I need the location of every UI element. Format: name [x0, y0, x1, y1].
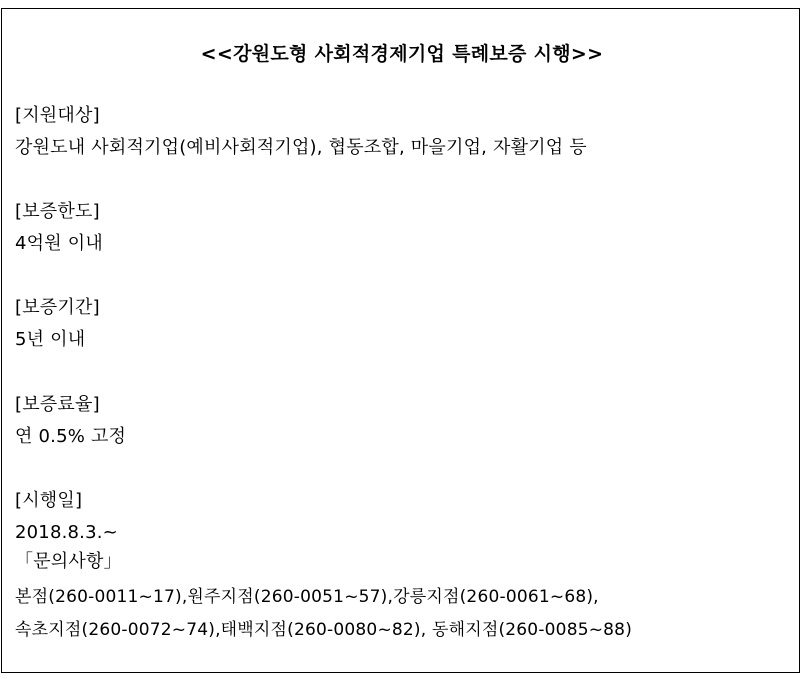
guarantee-limit-heading: [보증한도]: [15, 201, 100, 222]
effective-date-text: 2018.8.3.~: [15, 522, 118, 543]
notice-title: <<강원도형 사회적경제기업 특례보증 시행>>: [200, 43, 604, 65]
guarantee-rate-text: 연 0.5% 고정: [15, 426, 127, 447]
contact-heading: 「문의사항」: [15, 551, 122, 572]
support-target-heading: [지원대상]: [15, 105, 100, 126]
guarantee-period-text: 5년 이내: [15, 329, 86, 350]
support-target-text: 강원도내 사회적기업(예비사회적기업), 협동조합, 마을기업, 자활기업 등: [15, 137, 587, 158]
contact-line-2: 속초지점(260-0072~74),태백지점(260-0080~82), 동해지점(260-0085~88): [15, 620, 633, 640]
guarantee-limit-text: 4억원 이내: [15, 233, 103, 254]
guarantee-period-heading: [보증기간]: [15, 297, 100, 318]
contact-line-1: 본점(260-0011~17),원주지점(260-0051~57),강릉지점(260-0061~68),: [15, 587, 599, 607]
guarantee-rate-heading: [보증료율]: [15, 394, 100, 415]
effective-date-heading: [시행일]: [15, 490, 83, 511]
